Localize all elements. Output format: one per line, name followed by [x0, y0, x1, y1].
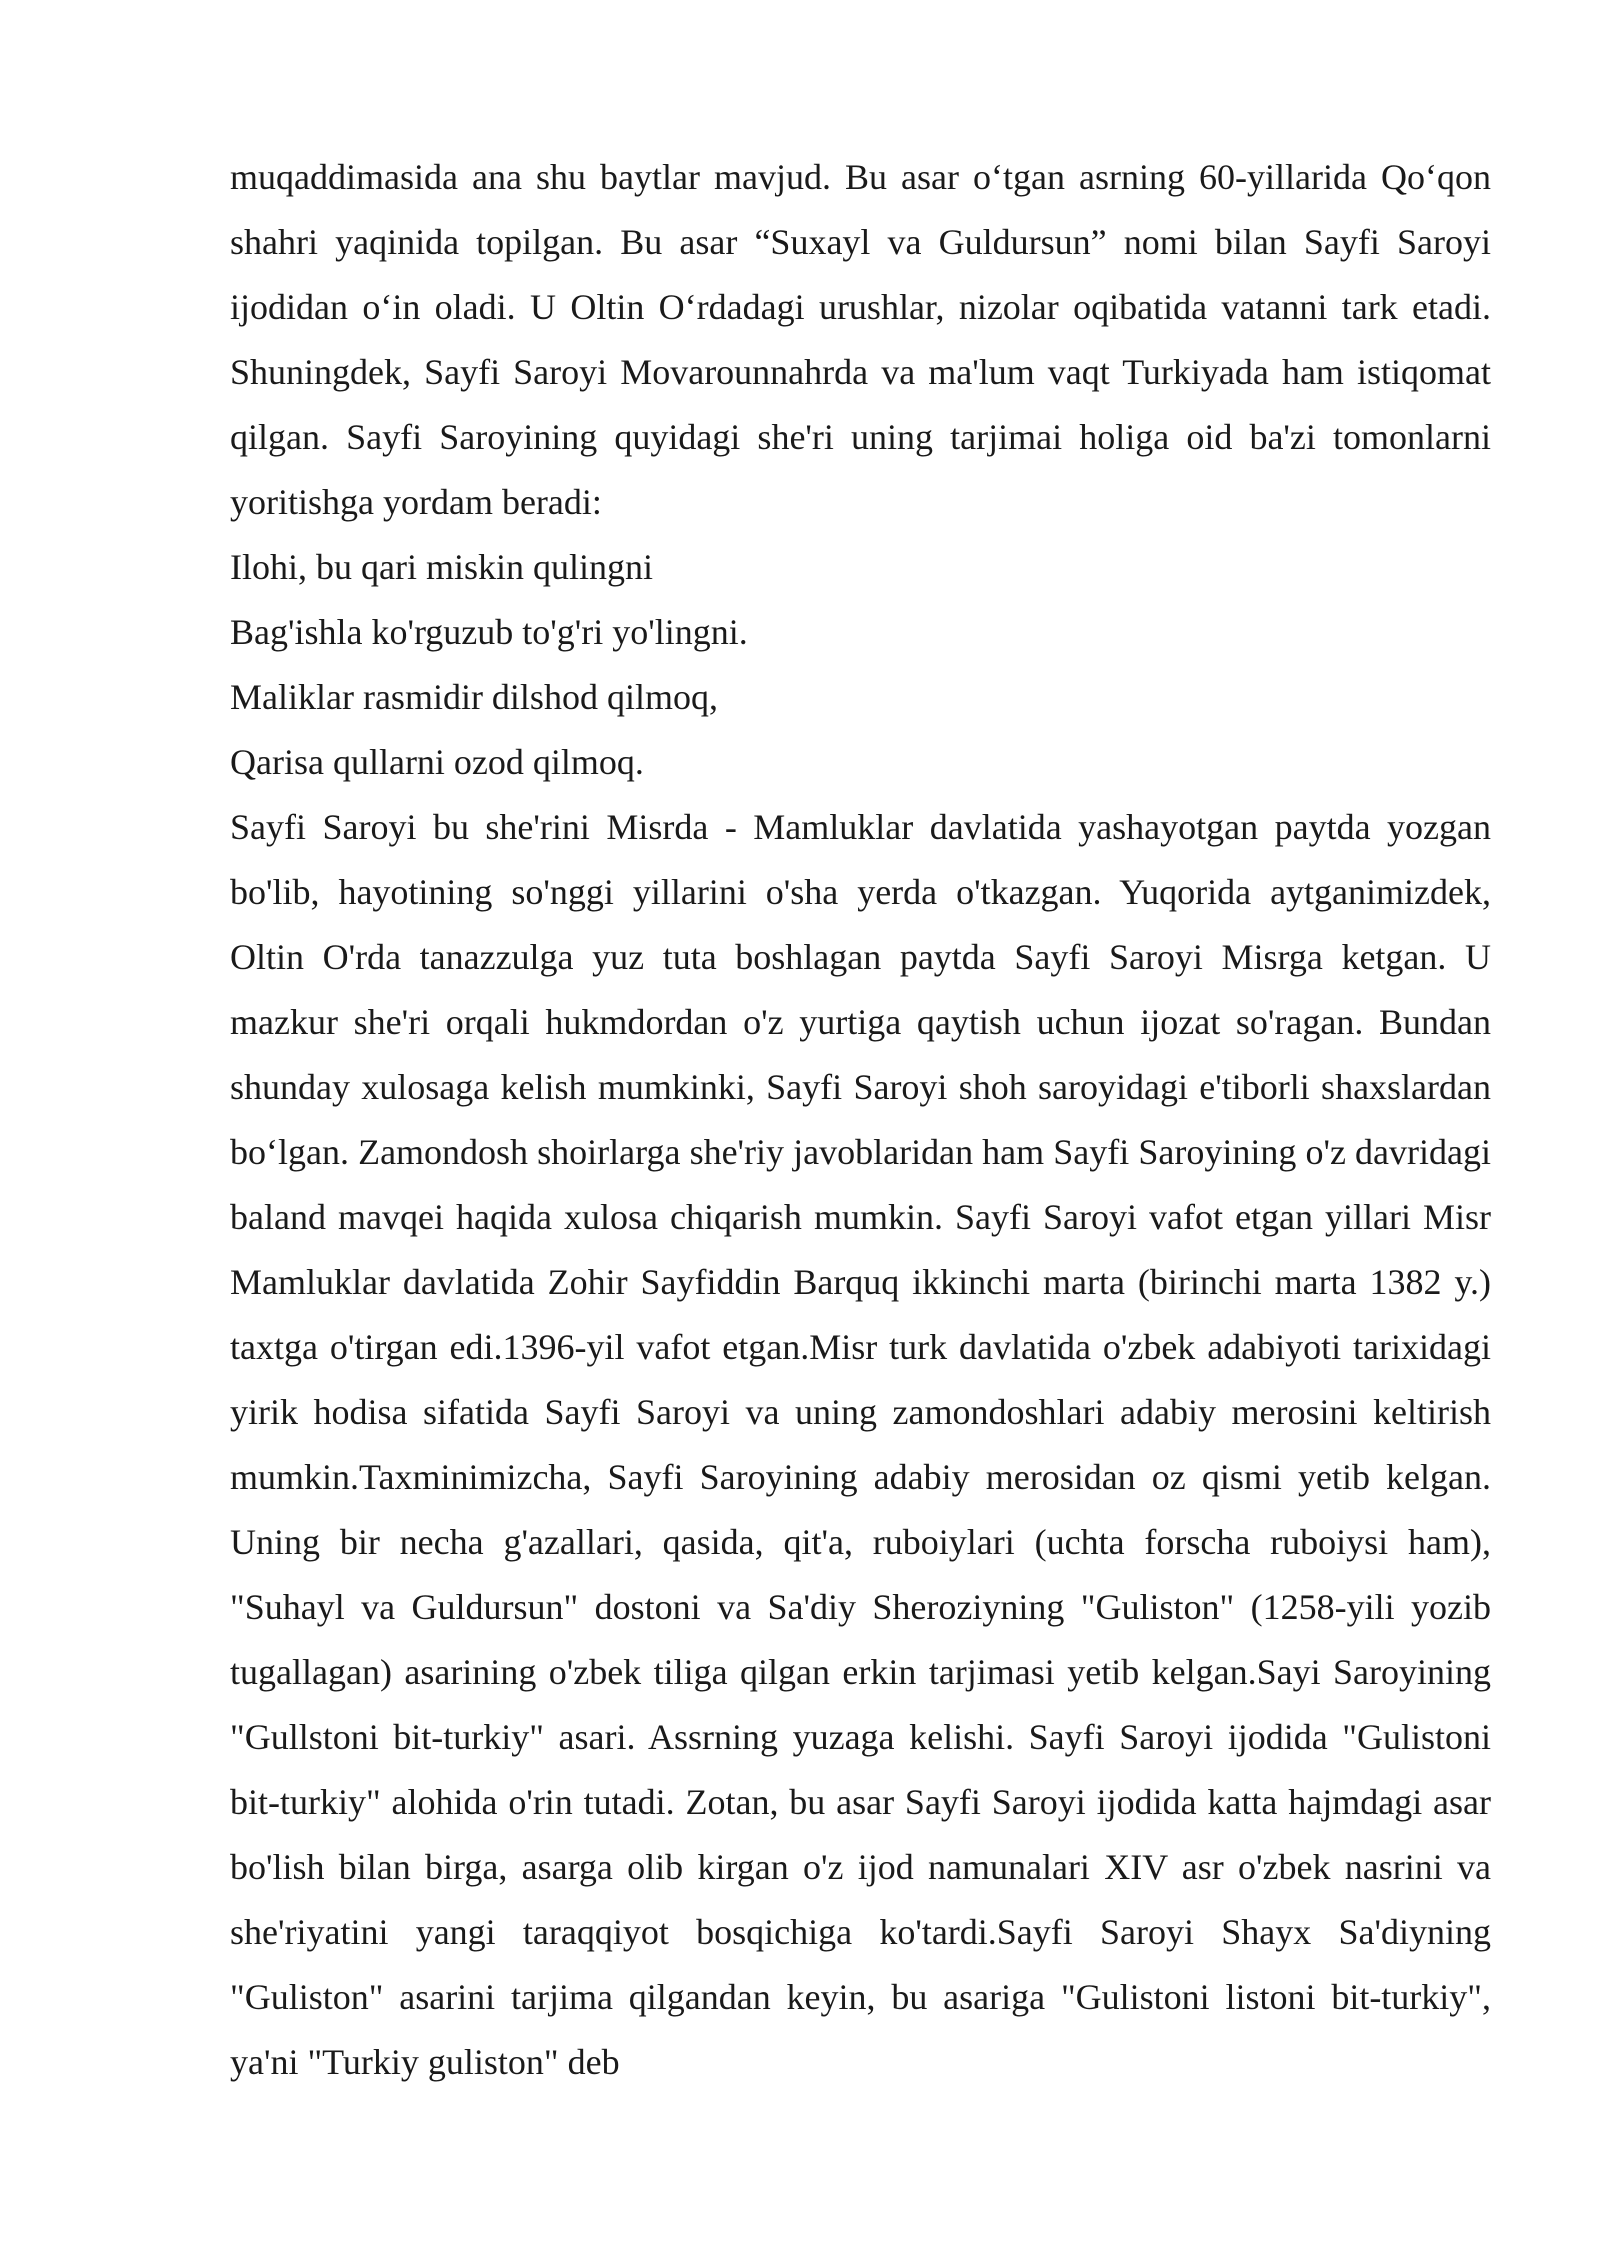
poem-verse	[230, 535, 1491, 795]
document-body	[230, 145, 1491, 2095]
verse-line: Ilohi, bu qari miskin qulingni	[230, 547, 653, 587]
paragraph-main: Sayfi Saroyi bu she'rini Misrda - Mamluklar davlatida yashayotgan paytda yozgan bo'lib, hayotining so'nggi yillarini o'sha yerda o'tkazgan. Yuqorida aytganimizdek, Oltin O'rda tanazzulga yuz tuta boshlagan paytda Sayfi Saroyi Misrga ketgan. U mazkur she'ri orqali hukmdordan o'z yurtiga qaytish uchun ijozat so'ragan. Bundan shunday xulosaga kelish mumkinki, Sayfi Saroyi shoh saroyidagi e'tiborli shaxslardan bo‘lgan. Zamondosh shoirlarga she'riy javoblaridan ham Sayfi Saroyining o'z davridagi baland mavqei haqida xulosa chiqarish mumkin. Sayfi Saroyi vafot etgan yillari Misr Mamluklar davlatida Zohir Sayfiddin Barquq ikkinchi marta (birinchi marta 1382 y.) taxtga o'tirgan edi.1396-yil vafot etgan.Misr turk davlatida o'zbek adabiyoti tarixidagi yirik hodisa sifatida Sayfi Saroyi va uning zamondoshlari adabiy merosini keltirish mumkin.Taxminimizcha, Sayfi Saroyining adabiy merosidan oz qismi yetib kelgan. Uning bir necha g'azallari, qasida, qit'a, ruboiylari (uchta forscha ruboiysi ham), "Suhayl va Guldursun" dostoni va Sa'diy Sheroziyning "Guliston" (1258-yili yozib tugallagan) asarining o'zbek tiliga qilgan erkin tarjimasi yetib kelgan.Sayi Saroyining "Gullstoni bit-turkiy" asari. Assrning yuzaga kelishi. Sayfi Saroyi ijodida "Gulistoni bit-turkiy" alohida o'rin tutadi. Zotan, bu asar Sayfi Saroyi ijodida katta hajmdagi asar bo'lish bilan birga, asarga olib kirgan o'z ijod namunalari XIV asr o'zbek nasrini va she'riyatini yangi taraqqiyot bosqichiga ko'tardi.Sayfi Saroyi Shayx Sa'diyning "Guliston" asarini tarjima qilgandan keyin, bu asariga "Gulistoni listoni bit-turkiy", ya'ni "Turkiy guliston" deb	[230, 807, 1491, 2082]
verse-line: Qarisa qullarni ozod qilmoq.	[230, 742, 644, 782]
paragraph-intro: muqaddimasida ana shu baytlar mavjud. Bu asar o‘tgan asrning 60-yillarida Qo‘qon shahri yaqinida topilgan. Bu asar “Suxayl va Guldursun” nomi bilan Sayfi Saroyi ijodidan o‘in oladi. U Oltin O‘rdadagi urushlar, nizolar oqibatida vatanni tark etadi. Shuningdek, Sayfi Saroyi Movarounnahrda va ma'lum vaqt Turkiyada ham istiqomat qilgan. Sayfi Saroyining quyidagi she'ri uning tarjimai holiga oid ba'zi tomonlarni yoritishga yordam beradi:	[230, 157, 1491, 522]
verse-line: Bag'ishla ko'rguzub to'g'ri yo'lingni.	[230, 612, 748, 652]
verse-line: Maliklar rasmidir dilshod qilmoq,	[230, 677, 718, 717]
